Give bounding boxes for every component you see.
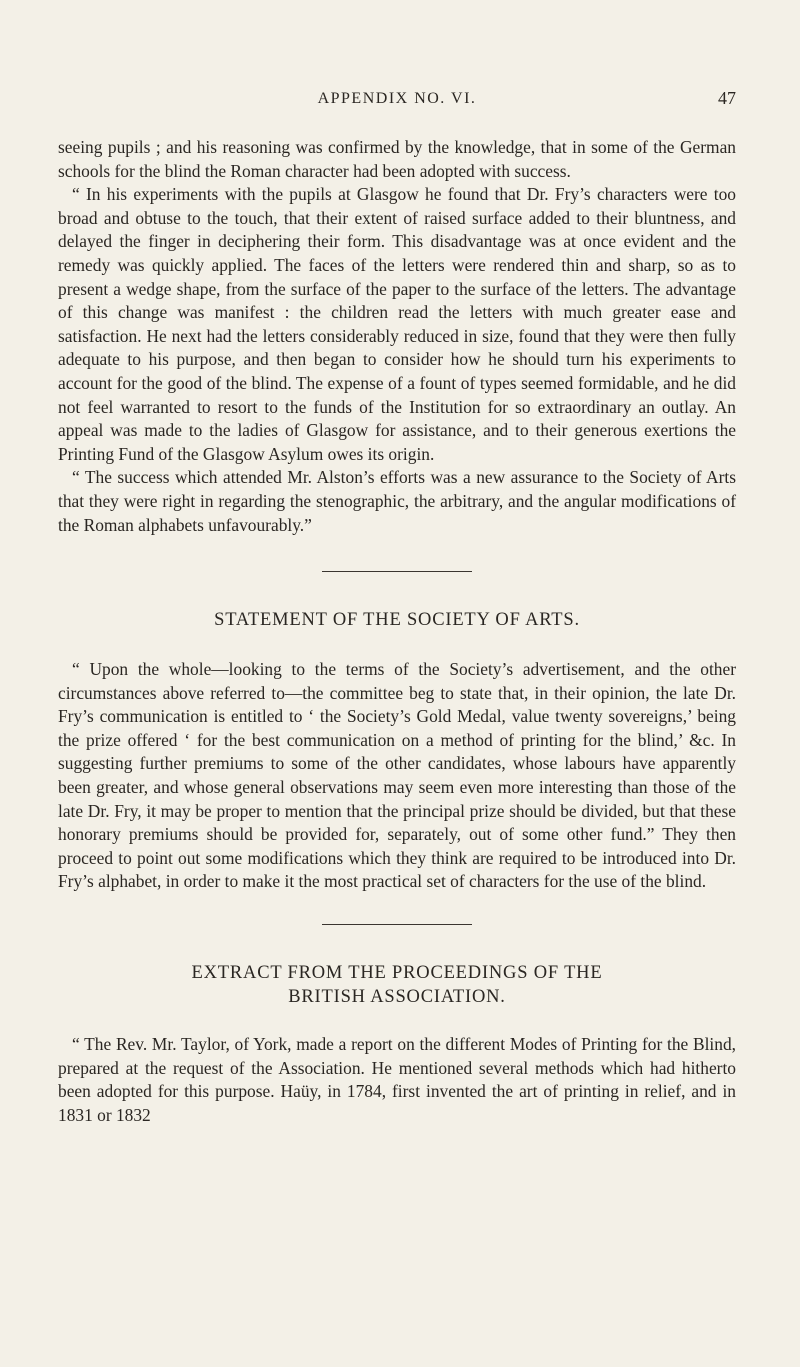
book-page (58, 0, 736, 1367)
section-divider (322, 924, 472, 925)
paragraph-statement: “ Upon the whole—looking to the terms of the Society’s advertisement, and the other circumstances above referred to—the committee beg to state that, in their opinion, the late Dr. Fry’s communication is entitled to ‘ the Society’s Gold Medal, value twenty sovereigns,’ being the prize offered ‘ for the best communication on a method of printing for the blind,’ &c. In suggesting further premiums to some of the other candidates, whose labours have apparently been greater, and whose general observations may seem even more interesting than those of the late Dr. Fry, it may be proper to mention that the principal prize should be divided, but that these honorary premiums should be provided for, separately, out of some other fund.” They then proceed to point out some modifications which they think are required to be introduced into Dr. Fry’s alphabet, in order to make it the most practical set of characters for the use of the blind. (58, 659, 736, 892)
paragraph-continued: seeing pupils ; and his reasoning was confirmed by the knowledge, that in some of the German schools for the blind the Roman character had been adopted with success. (58, 137, 736, 181)
paragraph-alston-success: “ The success which attended Mr. Alston’s efforts was a new assurance to the Society of Arts that they were right in regarding the stenographic, the arbitrary, and the angular modifications of the Roman alphabets unfavourably.” (58, 467, 736, 535)
section-heading-extract-line2: BRITISH ASSOCIATION. (288, 987, 506, 1008)
section-heading-statement: STATEMENT OF THE SOCIETY OF ARTS. (214, 610, 580, 631)
page-number: 47 (718, 88, 736, 108)
paragraph-taylor-report: “ The Rev. Mr. Taylor, of York, made a report on the different Modes of Printing for the Blind, prepared at the request of the Association. He mentioned several methods which had hitherto been adopted for this purpose. Haüy, in 1784, first invented the art of printing in relief, and in 1831 or 1832 (58, 1034, 736, 1125)
section-divider (322, 571, 472, 572)
section-british-association (58, 961, 736, 1127)
section-heading-extract-line1: EXTRACT FROM THE PROCEEDINGS OF THE (191, 963, 603, 984)
paragraph-glasgow-experiments: “ In his experiments with the pupils at Glasgow he found that Dr. Fry’s characters were too broad and obtuse to the touch, that their extent of raised surface added to their bluntness, and delayed the finger in deciphering their form. This disadvantage was at once evident and the remedy was quickly applied. The faces of the letters were rendered thin and sharp, so as to present a wedge shape, from the surface of the paper to the surface of the letters. The advantage of this change was manifest : the children read the letters with much greater ease and satisfaction. He next had the letters considerably reduced in size, found that they were then fully adequate to his purpose, and then began to consider how he should turn his experiments to account for the good of the blind. The expense of a fount of types seemed formidable, and he did not feel warranted to resort to the funds of the Institution for so extraordinary an outlay. An appeal was made to the ladies of Glasgow for assistance, and to their generous exertions the Printing Fund of the Glasgow Asylum owes its origin. (58, 184, 736, 464)
section-society-statement (58, 608, 736, 894)
page-body (58, 136, 736, 1127)
page-header (58, 88, 736, 112)
running-head: APPENDIX NO. VI. (317, 90, 477, 107)
section-alston-experiments (58, 136, 736, 537)
